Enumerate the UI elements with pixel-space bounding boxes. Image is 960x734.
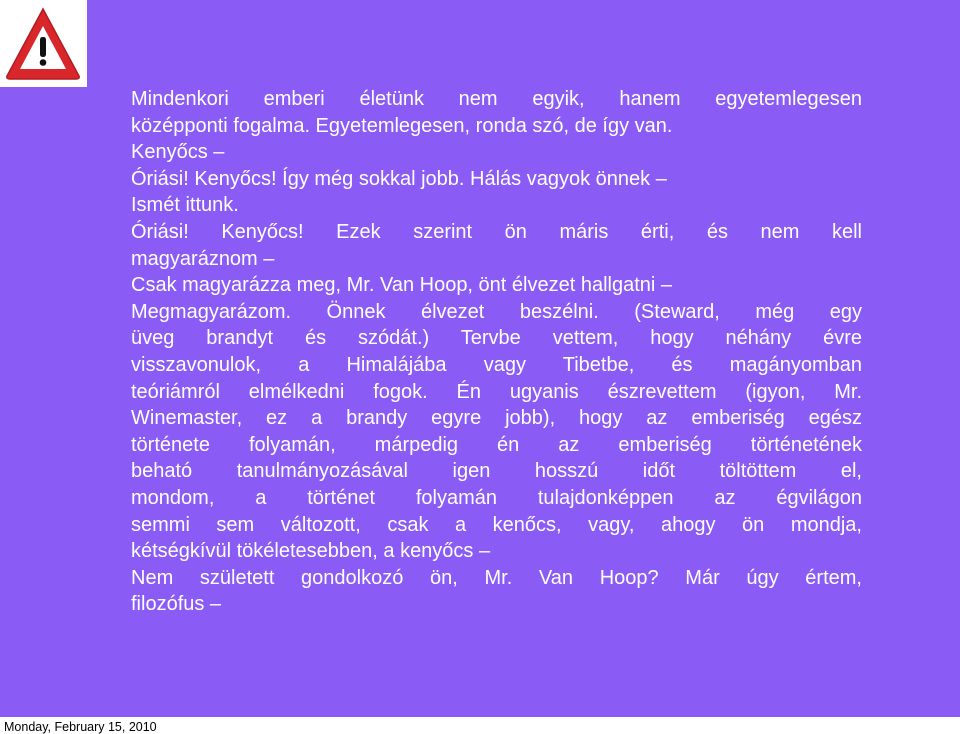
text-line: Megmagyarázom. Önnek élvezet beszélni. (Steward, még egy: [131, 300, 862, 323]
text-line: Winemaster, ez a brandy egyre jobb), hogy az emberiség egész: [131, 407, 862, 430]
text-line: kétségkívül tökéletesebben, a kenyőcs –: [131, 540, 491, 563]
text-line: filozófus –: [131, 593, 222, 616]
text-line: Óriási! Kenyőcs! Ezek szerint ön máris érti, és nem kell: [131, 220, 862, 243]
text-line: visszavonulok, a Himalájába vagy Tibetbe, és magányomban: [131, 353, 862, 376]
text-line: semmi sem változott, csak a kenőcs, vagy, ahogy ön mondja,: [131, 513, 862, 536]
text-line: története folyamán, márpedig én az emberiség történetének: [131, 433, 862, 456]
text-line: teóriámról elmélkedni fogok. Én ugyanis észrevettem (igyon, Mr.: [131, 380, 862, 403]
text-line: mondom, a történet folyamán tulajdonképpen az égvilágon: [131, 486, 862, 509]
text-line: Csak magyarázza meg, Mr. Van Hoop, önt élvezet hallgatni –: [131, 274, 673, 297]
text-line: Kenyőcs –: [131, 141, 225, 164]
text-line: beható tanulmányozásával igen hosszú időt töltöttem el,: [131, 460, 862, 483]
text-line: Ismét ittunk.: [131, 194, 239, 217]
warning-triangle-icon: [4, 6, 82, 82]
warning-sign: [0, 0, 87, 87]
body-text: [131, 86, 862, 618]
text-line: középponti fogalma. Egyetemlegesen, ronda szó, de így van.: [131, 114, 673, 137]
text-line: Óriási! Kenyőcs! Így még sokkal jobb. Hálás vagyok önnek –: [131, 167, 667, 190]
text-line: magyaráznom –: [131, 247, 275, 270]
text-line: Nem született gondolkozó ön, Mr. Van Hoop? Már úgy értem,: [131, 566, 862, 589]
text-line: Mindenkori emberi életünk nem egyik, hanem egyetemlegesen: [131, 88, 862, 110]
footer-date: Monday, February 15, 2010: [4, 720, 157, 734]
text-line: üveg brandyt és szódát.) Tervbe vettem, hogy néhány évre: [131, 327, 862, 350]
